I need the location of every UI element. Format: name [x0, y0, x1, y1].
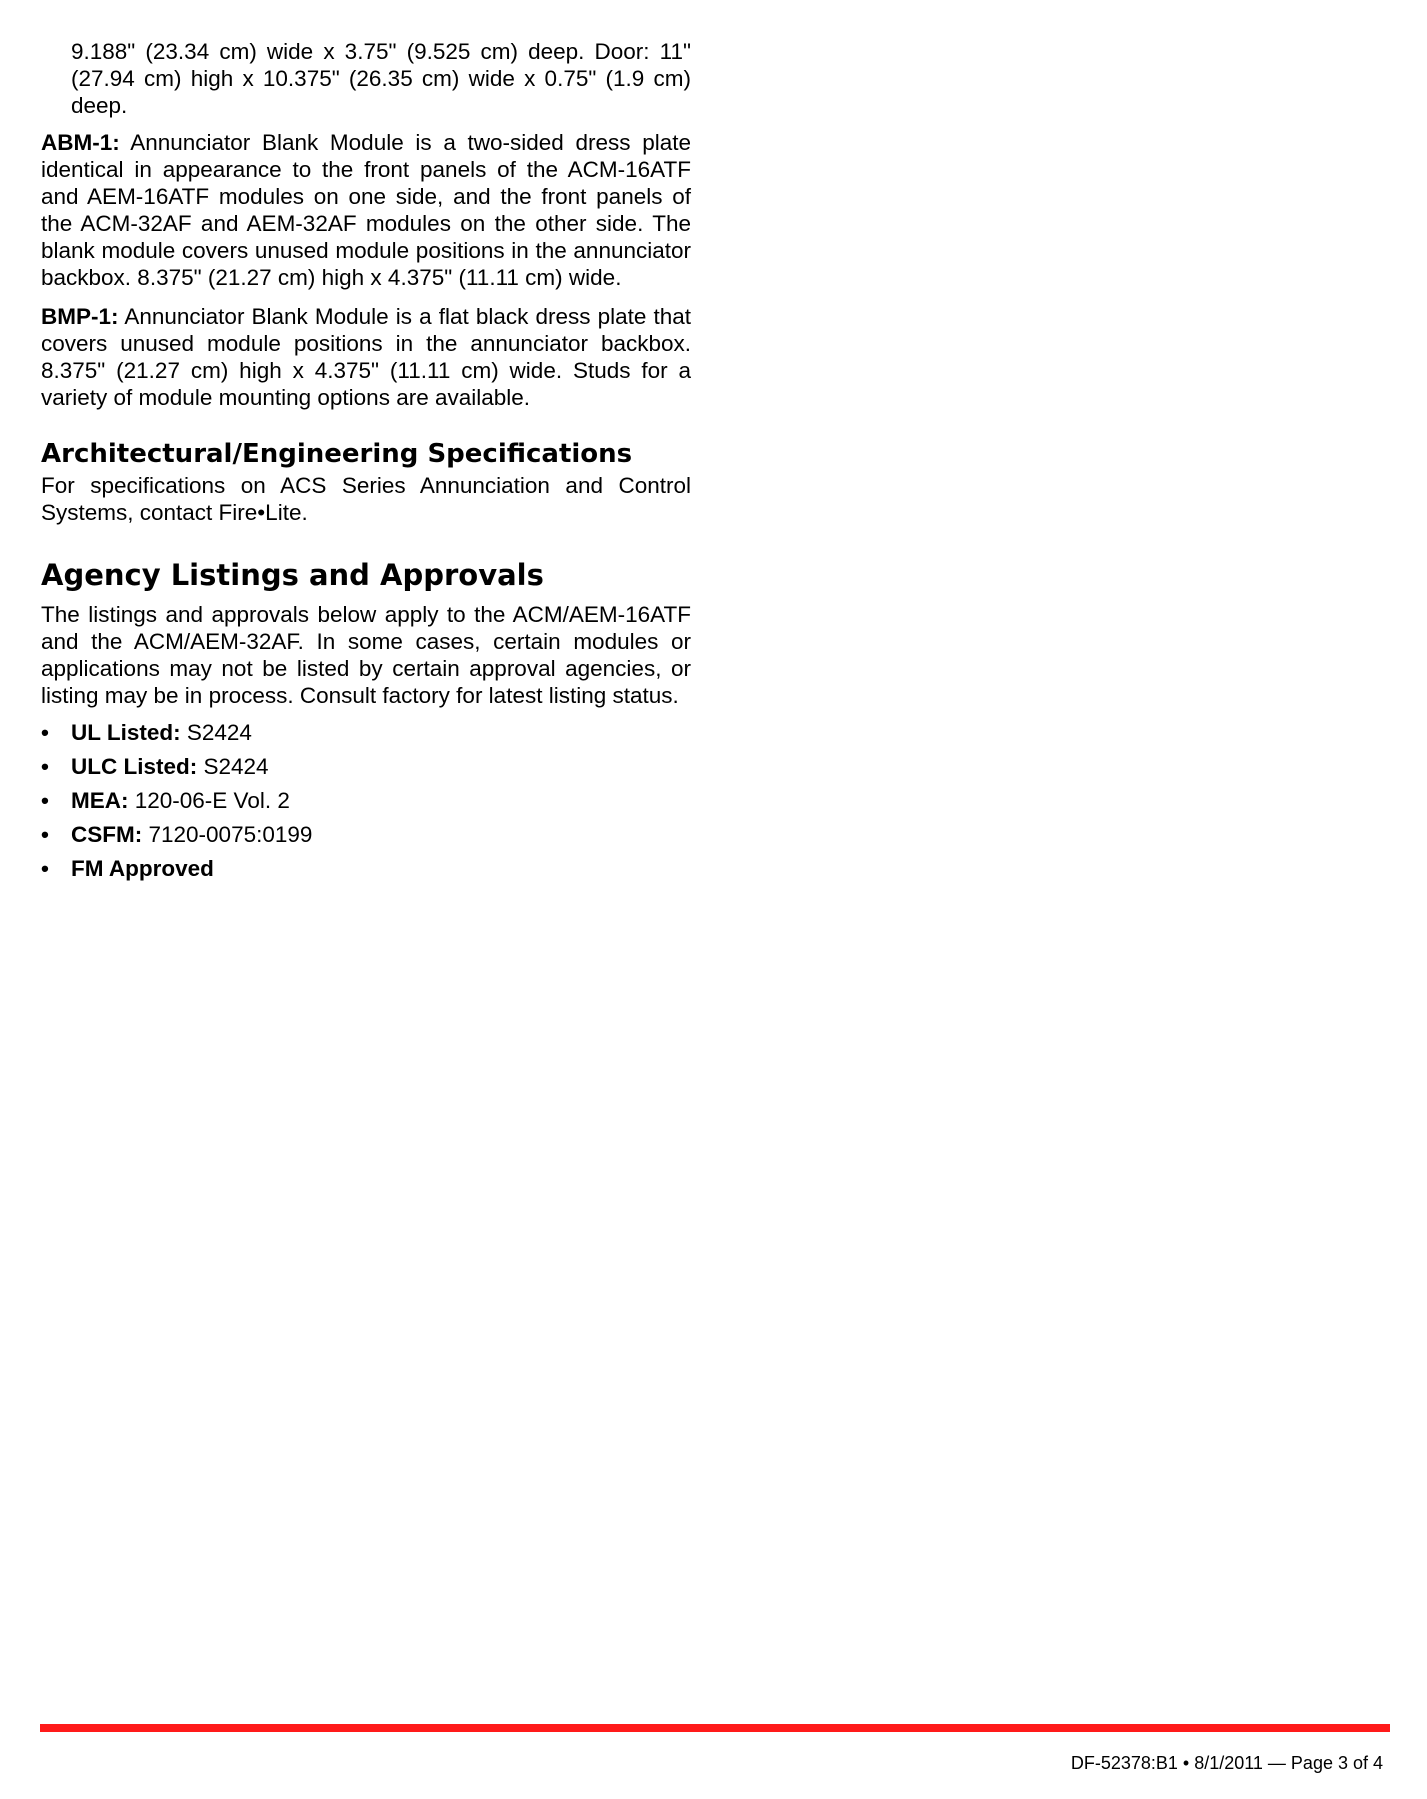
- listing-item-csfm: [41, 821, 691, 855]
- bmp-1-paragraph: [41, 303, 691, 411]
- listing-item-ul: [41, 719, 691, 753]
- listing-term: UL Listed:: [71, 720, 181, 745]
- agency-text: The listings and approvals below apply to the ACM/AEM-16ATF and the ACM/AEM-32AF. In some cases, certain modules or applications may not be listed by certain approval agencies, or listing may be in process. Consult factory for latest listing status.: [41, 602, 691, 708]
- arch-spec-text: For specifications on ACS Series Annunciation and Control Systems, contact Fire•Lite.: [41, 473, 691, 525]
- listing-item-fm: [41, 855, 691, 889]
- dimensions-continuation: 9.188" (23.34 cm) wide x 3.75" (9.525 cm) deep. Door: 11" (27.94 cm) high x 10.375" (26.35 cm) wide x 0.75" (1.9 cm) deep.: [71, 39, 691, 118]
- listing-item-ulc: [41, 753, 691, 787]
- footer-red-rule: [40, 1724, 1390, 1732]
- bmp-1-description: Annunciator Blank Module is a flat black dress plate that covers unused module positions in the annunciator backbox. 8.375" (21.27 cm) high x 4.375" (11.11 cm) wide. Studs for a variety of module mounting options are available.: [41, 304, 691, 410]
- abm-1-term: ABM-1:: [41, 130, 120, 155]
- arch-spec-heading: Architectural/Engineering Specifications: [41, 439, 633, 469]
- abm-1-paragraph: [41, 129, 691, 291]
- listing-term: CSFM:: [71, 822, 143, 847]
- listing-term: MEA:: [71, 788, 129, 813]
- listing-term: FM Approved: [71, 856, 214, 881]
- listing-value: 7120-0075:0199: [142, 822, 313, 847]
- listing-value: 120-06-E Vol. 2: [128, 788, 290, 813]
- agency-listing-list: [41, 719, 691, 889]
- listing-item-mea: [41, 787, 691, 821]
- bmp-1-term: BMP-1:: [41, 304, 119, 329]
- listing-value: S2424: [180, 720, 252, 745]
- listing-value: S2424: [197, 754, 269, 779]
- left-text-column: [41, 38, 691, 889]
- listing-term: ULC Listed:: [71, 754, 198, 779]
- agency-heading: Agency Listings and Approvals: [41, 558, 544, 592]
- abm-1-description: Annunciator Blank Module is a two-sided dress plate identical in appearance to the front panels of the ACM-16ATF and AEM-16ATF modules on one side, and the front panels of the ACM-32AF and AEM-32AF modules on the other side. The blank module covers unused module positions in the annunciator backbox. 8.375" (21.27 cm) high x 4.375" (11.11 cm) wide.: [41, 130, 691, 290]
- footer-page-info: DF-52378:B1 • 8/1/2011 — Page 3 of 4: [1070, 1753, 1383, 1773]
